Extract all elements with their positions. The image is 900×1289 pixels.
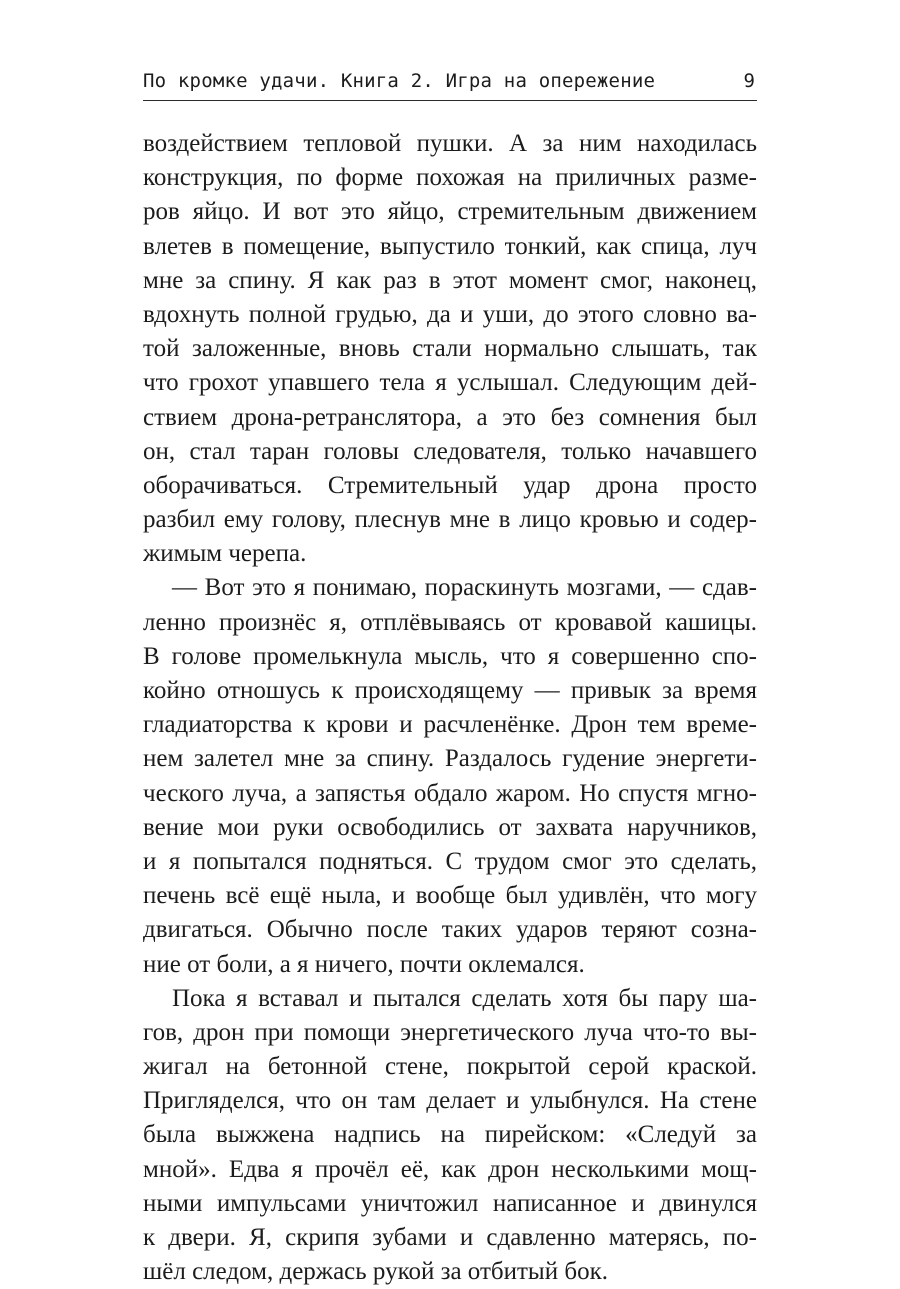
text-line: гов, дрон при помощи энергетического луча что-то вы- (143, 1018, 757, 1046)
text-line: разбил ему голову, плеснув мне в лицо кровью и содер- (143, 506, 757, 534)
text-line: и я попытался подняться. С трудом смог это сделать, (143, 847, 757, 875)
paragraph (143, 571, 757, 981)
text-line: В голове промелькнула мысль, что я совершенно спо- (143, 642, 757, 670)
text-line: конструкция, по форме похожая на приличных разме- (143, 164, 757, 192)
text-line: что грохот упавшего тела я услышал. Следующим дей- (143, 369, 757, 397)
text-line: воздействием тепловой пушки. А за ним находилась (143, 130, 757, 157)
text-line: Пока я вставал и пытался сделать хотя бы пару ша- (172, 984, 757, 1012)
page-number: 9 (743, 70, 755, 92)
text-line: оборачиваться. Стремительный удар дрона просто (143, 471, 757, 499)
running-title: По кромке удачи. Книга 2. Игра на опережение (143, 70, 656, 92)
paragraph (143, 127, 757, 571)
running-header (143, 68, 757, 101)
text-line: двигаться. Обычно после таких ударов теряют созна- (143, 916, 757, 944)
text-line: жигал на бетонной стене, покрытой серой краской. (143, 1053, 757, 1081)
text-line: ствием дрона-ретранслятора, а это без сомнения был (143, 403, 757, 431)
text-line: ными импульсами уничтожил написанное и двинулся (143, 1189, 757, 1217)
text-line: была выжжена надпись на пирейском: «Следуй за (143, 1121, 757, 1149)
text-line: — Вот это я понимаю, пораскинуть мозгами, — сдав- (172, 574, 757, 602)
text-line: вдохнуть полной грудью, да и уши, до этого словно ва- (143, 300, 757, 328)
text-line: ров яйцо. И вот это яйцо, стремительным движением (143, 198, 757, 226)
text-line: мной». Едва я прочёл её, как дрон несколькими мощ- (143, 1155, 757, 1183)
text-line: койно отношусь к происходящему — привык за время (143, 677, 757, 704)
text-line: влетев в помещение, выпустило тонкий, как спица, луч (143, 232, 757, 260)
text-line: гладиаторства к крови и расчленёнке. Дрон тем време- (143, 711, 757, 739)
text-line: вение мои руки освободились от захвата наручников, (143, 813, 757, 841)
text-line: печень всё ещё ныла, и вообще был удивлён, что могу (143, 882, 757, 910)
body-text (143, 127, 757, 1289)
text-line: той заложенные, вновь стали нормально слышать, так (143, 335, 757, 363)
paragraph (143, 982, 757, 1289)
text-line: ние от боли, а я ничего, почти оклемался. (143, 950, 585, 978)
text-line: нем залетел мне за спину. Раздалось гудение энергети- (143, 745, 757, 773)
text-line: к двери. Я, скрипя зубами и сдавленно матерясь, по- (143, 1224, 757, 1251)
text-line: он, стал таран головы следователя, только начавшего (143, 437, 757, 465)
text-line: шёл следом, держась рукой за отбитый бок. (143, 1258, 608, 1286)
text-line: ленно произнёс я, отплёвываясь от кровавой кашицы. (143, 608, 757, 636)
text-line: ческого луча, а запястья обдало жаром. Но спустя мгно- (143, 779, 757, 807)
text-line: мне за спину. Я как раз в этот момент смог, наконец, (143, 266, 757, 294)
text-line: Пригляделся, что он там делает и улыбнулся. На стене (143, 1087, 757, 1115)
text-line: жимым черепа. (143, 540, 307, 568)
